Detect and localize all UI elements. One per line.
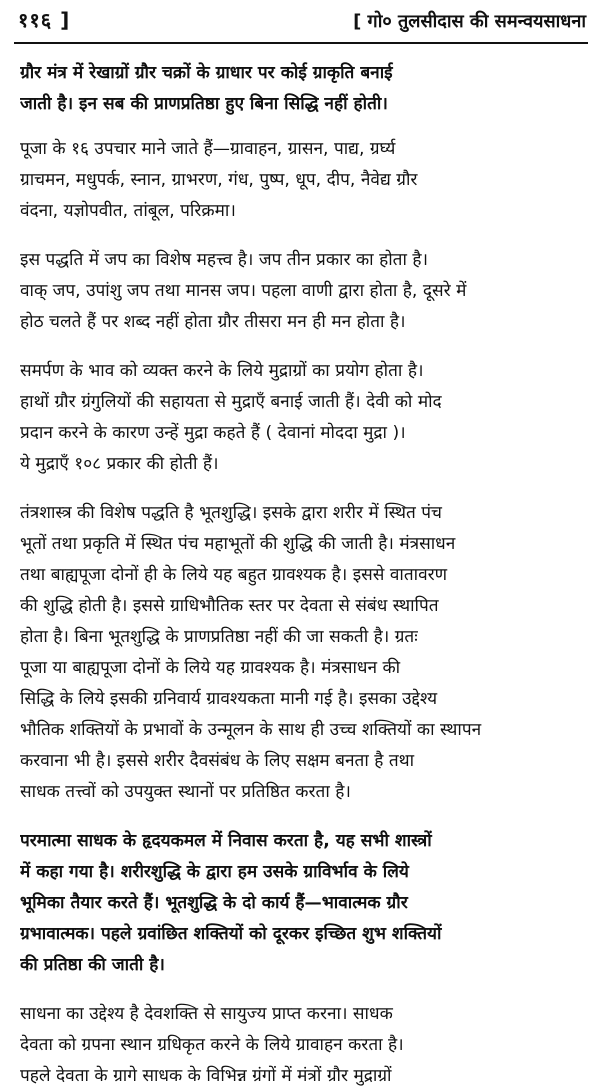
text-line: भूमिका तैयार करते हैं। भूतशुद्धि के दो कार्य हैं—भावात्मक ग्रौर <box>20 893 408 913</box>
paragraph <box>14 58 588 120</box>
text-line: जाती है। इन सब की प्राणप्रतिष्ठा हुए बिना सिद्धि नहीं होती। <box>20 94 388 114</box>
body-text <box>14 58 588 1092</box>
text-line: पहले देवता के ग्रागे साधक के विभिन्न ग्रंगों में मंत्रों ग्रौर मुद्राग्रों <box>20 1066 392 1086</box>
page-header <box>14 6 588 44</box>
text-line: साधना का उद्देश्य है देवशक्ति से सायुज्य प्राप्त करना। साधक <box>20 1004 393 1024</box>
paragraph <box>14 356 588 480</box>
text-line: की प्रतिष्ठा की जाती है। <box>20 955 165 975</box>
text-line: देवता को ग्रपना स्थान ग्रधिकृत करने के लिये ग्रावाहन करता है। <box>20 1035 404 1055</box>
text-line: तंत्रशास्त्र की विशेष पद्धति है भूतशुद्धि। इसके द्वारा शरीर में स्थित पंच <box>20 503 442 523</box>
text-line: पूजा के १६ उपचार माने जाते हैं—ग्रावाहन, ग्रासन, पाद्य, ग्रर्घ्य <box>20 139 396 159</box>
text-line: सिद्धि के लिये इसकी ग्रनिवार्य ग्रावश्यकता मानी गई है। इसका उद्देश्य <box>20 689 438 709</box>
paragraph <box>14 245 588 338</box>
page-number: ११६ ] <box>18 8 71 32</box>
text-line: परमात्मा साधक के हृदयकमल में निवास करता है, यह सभी शास्त्रों <box>20 831 432 851</box>
text-line: ग्रौर मंत्र में रेखाग्रों ग्रौर चक्रों के ग्राधार पर कोई ग्राकृति बनाई <box>20 63 393 83</box>
paragraph <box>14 999 588 1092</box>
text-line: की शुद्धि होती है। इससे ग्राधिभौतिक स्तर पर देवता से संबंध स्थापित <box>20 596 439 616</box>
text-line: हाथों ग्रौर ग्रंगुलियों की सहायता से मुद्राएँ बनाई जाती हैं। देवी को मोद <box>20 392 442 412</box>
text-line: साधक तत्त्वों को उपयुक्त स्थानों पर प्रतिष्ठित करता है। <box>20 782 351 802</box>
text-line: पूजा या बाह्यपूजा दोनों के लिये यह ग्रावश्यक है। मंत्रसाधन की <box>20 658 401 678</box>
text-line: ग्रभावात्मक। पहले ग्रवांछित शक्तियों को दूरकर इच्छित शुभ शक्तियों <box>20 924 442 944</box>
text-line: भौतिक शक्तियों के प्रभावों के उन्मूलन के साथ ही उच्च शक्तियों का स्थापन <box>20 720 482 740</box>
running-head: [ गो० तुलसीदास की समन्वयसाधना <box>353 11 586 32</box>
text-line: होता है। बिना भूतशुद्धि के प्राणप्रतिष्ठा नहीं की जा सकती है। ग्रतः <box>20 627 418 647</box>
text-line: प्रदान करने के कारण उन्हें मुद्रा कहते हैं ( देवानां मोददा मुद्रा )। <box>20 423 406 443</box>
text-line: भूतों तथा प्रकृति में स्थित पंच महाभूतों की शुद्धि की जाती है। मंत्रसाधन <box>20 534 456 554</box>
text-line: वाक् जप, उपांशु जप तथा मानस जप। पहला वाणी द्वारा होता है, दूसरे में <box>20 281 467 301</box>
paragraph <box>14 134 588 227</box>
text-line: करवाना भी है। इससे शरीर दैवसंबंध के लिए सक्षम बनता है तथा <box>20 751 415 771</box>
paragraph <box>14 498 588 808</box>
text-line: वंदना, यज्ञोपवीत, तांबूल, परिक्रमा। <box>20 201 236 221</box>
text-line: समर्पण के भाव को व्यक्त करने के लिये मुद्राग्रों का प्रयोग होता है। <box>20 361 424 381</box>
text-line: ग्राचमन, मधुपर्क, स्नान, ग्राभरण, गंध, पुष्प, धूप, दीप, नैवेद्य ग्रौर <box>20 170 418 190</box>
text-line: तथा बाह्यपूजा दोनों ही के लिये यह बहुत ग्रावश्यक है। इससे वातावरण <box>20 565 448 585</box>
text-line: इस पद्धति में जप का विशेष महत्त्व है। जप तीन प्रकार का होता है। <box>20 250 429 270</box>
text-line: में कहा गया है। शरीरशुद्धि के द्वारा हम उसके ग्राविर्भाव के लिये <box>20 862 409 882</box>
text-line: होठ चलते हैं पर शब्द नहीं होता ग्रौर तीसरा मन ही मन होता है। <box>20 312 406 332</box>
paragraph <box>14 826 588 981</box>
text-line: ये मुद्राएँ १०८ प्रकार की होती हैं। <box>20 454 219 474</box>
